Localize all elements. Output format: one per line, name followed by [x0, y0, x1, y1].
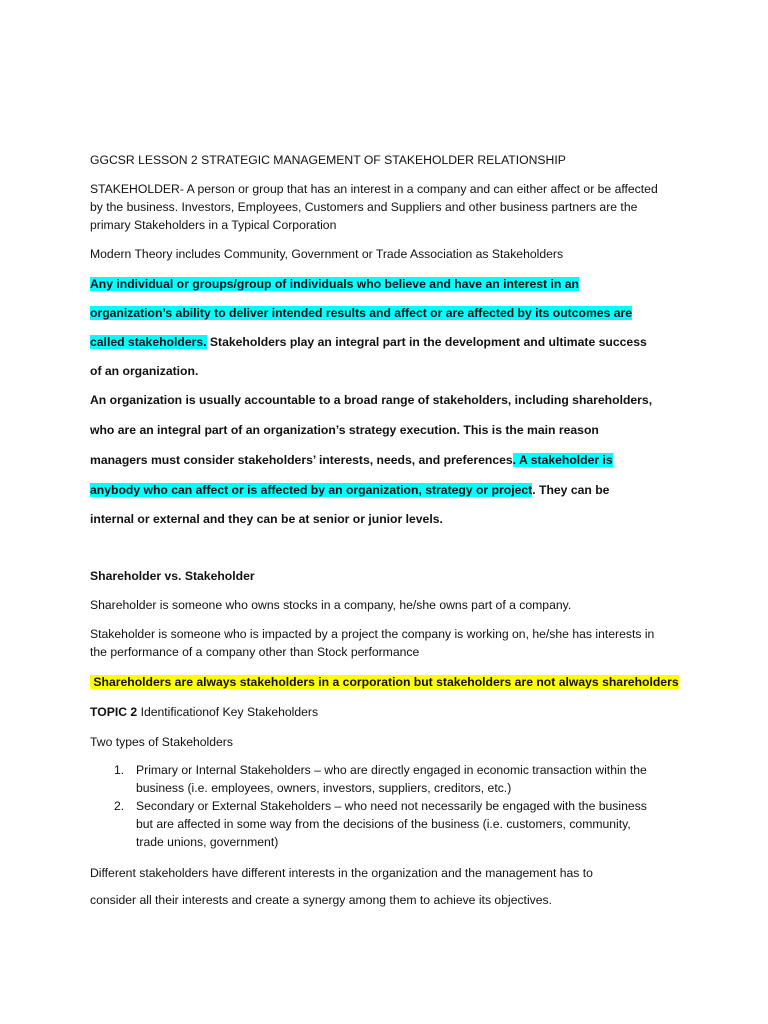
section-heading: Shareholder vs. Stakeholder [90, 569, 255, 583]
paragraph-text: Stakeholders play an integral part in the development and ultimate success [206, 335, 647, 349]
topic-title: Identificationof Key Stakeholders [137, 705, 319, 719]
list-item-line: but are affected in some way from the decisions of the business (i.e. customers, community, [136, 817, 631, 831]
accountability-line-4 [90, 482, 609, 498]
definition-line-2: by the business. Investors, Employees, Customers and Suppliers and other business partners are the [90, 200, 638, 214]
definition-line-1: STAKEHOLDER- A person or group that has an interest in a company and can either affect or be affected [90, 182, 658, 196]
paragraph-line-4: of an organization. [90, 364, 199, 378]
list-item-line: Primary or Internal Stakeholders – who are directly engaged in economic transaction within the [136, 763, 647, 777]
list-number: 2. [114, 799, 125, 813]
stakeholder-definition-line-2: the performance of a company other than Stock performance [90, 645, 420, 659]
yellow-highlight [90, 675, 679, 689]
cyan-highlight: organization’s ability to deliver intended results and affect or are affected by its outcomes are [90, 306, 633, 320]
paragraph-text: managers must consider stakeholders’ interests, needs, and preferences [90, 453, 513, 467]
accountability-line-1: An organization is usually accountable to a broad range of stakeholders, including shareholders, [90, 393, 653, 407]
list-item-line: Secondary or External Stakeholders – who need not necessarily be engaged with the business [136, 799, 647, 813]
modern-theory-line: Modern Theory includes Community, Government or Trade Association as Stakeholders [90, 247, 564, 261]
closing-line-2: consider all their interests and create a synergy among them to achieve its objectives. [90, 893, 553, 907]
two-types-heading: Two types of Stakeholders [90, 735, 233, 749]
cyan-highlight: Any individual or groups/group of individuals who believe and have an interest in an [90, 277, 579, 291]
shareholder-definition: Shareholder is someone who owns stocks in a company, he/she owns part of a company. [90, 598, 572, 612]
accountability-line-2: who are an integral part of an organization’s strategy execution. This is the main reason [90, 423, 599, 437]
cyan-highlight: . A stakeholder is [512, 453, 613, 467]
yellow-note-line [90, 674, 679, 690]
cyan-highlight: called stakeholders. [90, 335, 207, 349]
highlighted-paragraph-line-3 [90, 334, 647, 350]
closing-line-1: Different stakeholders have different interests in the organization and the management has to [90, 866, 593, 880]
highlighted-paragraph-line-1 [90, 276, 579, 292]
list-item-line: trade unions, government) [136, 835, 279, 849]
yellow-note-text: Shareholders are always stakeholders in a corporation but stakeholders are not always shareholders [93, 675, 679, 689]
topic-label: TOPIC 2 [90, 705, 138, 719]
document-title: GGCSR LESSON 2 STRATEGIC MANAGEMENT OF STAKEHOLDER RELATIONSHIP [90, 153, 566, 167]
list-item-line: business (i.e. employees, owners, investors, suppliers, creditors, etc.) [136, 781, 512, 795]
stakeholder-definition-line-1: Stakeholder is someone who is impacted by a project the company is working on, he/she has interests in [90, 627, 655, 641]
definition-line-3: primary Stakeholders in a Typical Corporation [90, 218, 337, 232]
accountability-line-3 [90, 452, 613, 468]
list-number: 1. [114, 763, 125, 777]
highlighted-paragraph-line-2 [90, 305, 632, 321]
accountability-line-5: internal or external and they can be at senior or junior levels. [90, 512, 443, 526]
topic-heading [90, 704, 318, 720]
cyan-highlight: anybody who can affect or is affected by an organization, strategy or project [90, 483, 533, 497]
paragraph-text: . They can be [532, 483, 610, 497]
